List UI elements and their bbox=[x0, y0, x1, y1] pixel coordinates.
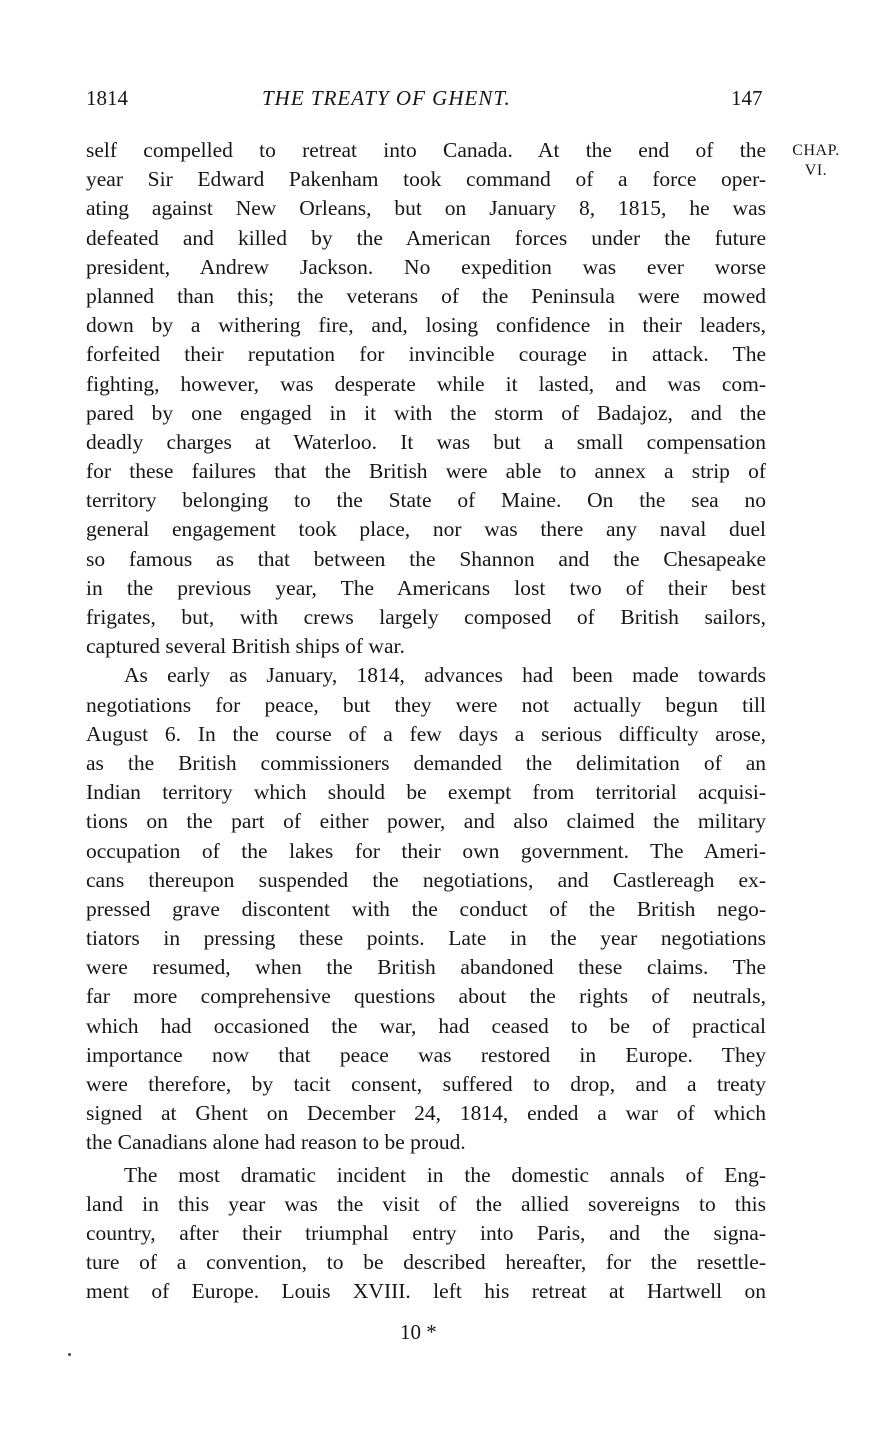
text-line: negotiations for peace, but they were not actually begun till bbox=[86, 692, 766, 717]
text-line: August 6. In the course of a few days a serious difficulty arose, bbox=[86, 721, 766, 746]
text-line: were therefore, by tacit consent, suffered to drop, and a treaty bbox=[86, 1072, 766, 1096]
chapter-margin-note bbox=[776, 141, 856, 181]
text-line: so famous as that between the Shannon and the Chesapeake bbox=[86, 546, 766, 571]
text-line: which had occasioned the war, had ceased to be of practical bbox=[86, 1013, 766, 1038]
text-line: ture of a convention, to be described hereafter, for the resettle- bbox=[86, 1250, 766, 1275]
text-line: were resumed, when the British abandoned these claims. The bbox=[86, 955, 766, 980]
page-number: 147 bbox=[731, 86, 763, 110]
text-line: The most dramatic incident in the domestic annals of Eng- bbox=[124, 1162, 766, 1187]
running-header bbox=[0, 86, 894, 120]
text-line: fighting, however, was desperate while it lasted, and was com- bbox=[86, 371, 766, 396]
margin-chap-number: VI. bbox=[804, 162, 828, 179]
stray-dot bbox=[68, 1353, 71, 1356]
margin-chap-label: CHAP. bbox=[792, 142, 840, 159]
text-line: far more comprehensive questions about the rights of neutrals, bbox=[86, 984, 766, 1009]
text-line: importance now that peace was restored in Europe. They bbox=[86, 1042, 766, 1067]
text-line: president, Andrew Jackson. No expedition was ever worse bbox=[86, 254, 766, 279]
text-line: down by a withering fire, and, losing confidence in their leaders, bbox=[86, 313, 766, 338]
text-line: planned than this; the veterans of the Peninsula were mowed bbox=[86, 283, 766, 308]
text-line: occupation of the lakes for their own government. The Ameri- bbox=[86, 838, 766, 863]
text-line: forfeited their reputation for invincible courage in attack. The bbox=[86, 342, 766, 367]
text-line: tiators in pressing these points. Late in the year negotiations bbox=[86, 926, 766, 951]
text-line: ating against New Orleans, but on January 8, 1815, he was bbox=[86, 196, 766, 221]
text-line: Indian territory which should be exempt from territorial acquisi- bbox=[86, 780, 766, 805]
text-line: tions on the part of either power, and also claimed the military bbox=[86, 809, 766, 834]
text-line: general engagement took place, nor was there any naval duel bbox=[86, 517, 766, 542]
page-body bbox=[86, 136, 766, 1307]
text-line: signed at Ghent on December 24, 1814, ended a war of which bbox=[86, 1101, 766, 1126]
text-line: deadly charges at Waterloo. It was but a small compensation bbox=[86, 429, 766, 454]
text-line: defeated and killed by the American forces under the future bbox=[86, 225, 766, 250]
text-line: territory belonging to the State of Maine. On the sea no bbox=[86, 488, 766, 513]
text-line: in the previous year, The Americans lost two of their best bbox=[86, 575, 766, 600]
header-title: THE TREATY OF GHENT. bbox=[262, 86, 511, 110]
text-line: frigates, but, with crews largely composed of British sailors, bbox=[86, 605, 766, 629]
text-line: captured several British ships of war. bbox=[86, 634, 405, 659]
text-line: land in this year was the visit of the allied sovereigns to this bbox=[86, 1191, 766, 1216]
text-line: ment of Europe. Louis XVIII. left his retreat at Hartwell on bbox=[86, 1279, 766, 1304]
text-line: self compelled to retreat into Canada. At the end of the bbox=[86, 138, 766, 162]
text-line: country, after their triumphal entry into Paris, and the signa- bbox=[86, 1220, 766, 1245]
text-line: for these failures that the British were able to annex a strip of bbox=[86, 459, 766, 484]
header-year: 1814 bbox=[86, 86, 128, 110]
text-line: as the British commissioners demanded the delimitation of an bbox=[86, 750, 766, 775]
text-line: pared by one engaged in it with the storm of Badajoz, and the bbox=[86, 400, 766, 425]
signature-mark: 10 * bbox=[400, 1320, 437, 1344]
text-line: As early as January, 1814, advances had been made towards bbox=[124, 663, 766, 688]
text-line: the Canadians alone had reason to be proud. bbox=[86, 1130, 466, 1155]
text-line: cans thereupon suspended the negotiations, and Castlereagh ex- bbox=[86, 867, 766, 892]
text-line: pressed grave discontent with the conduct of the British nego- bbox=[86, 896, 766, 921]
text-line: year Sir Edward Pakenham took command of a force oper- bbox=[86, 167, 766, 192]
